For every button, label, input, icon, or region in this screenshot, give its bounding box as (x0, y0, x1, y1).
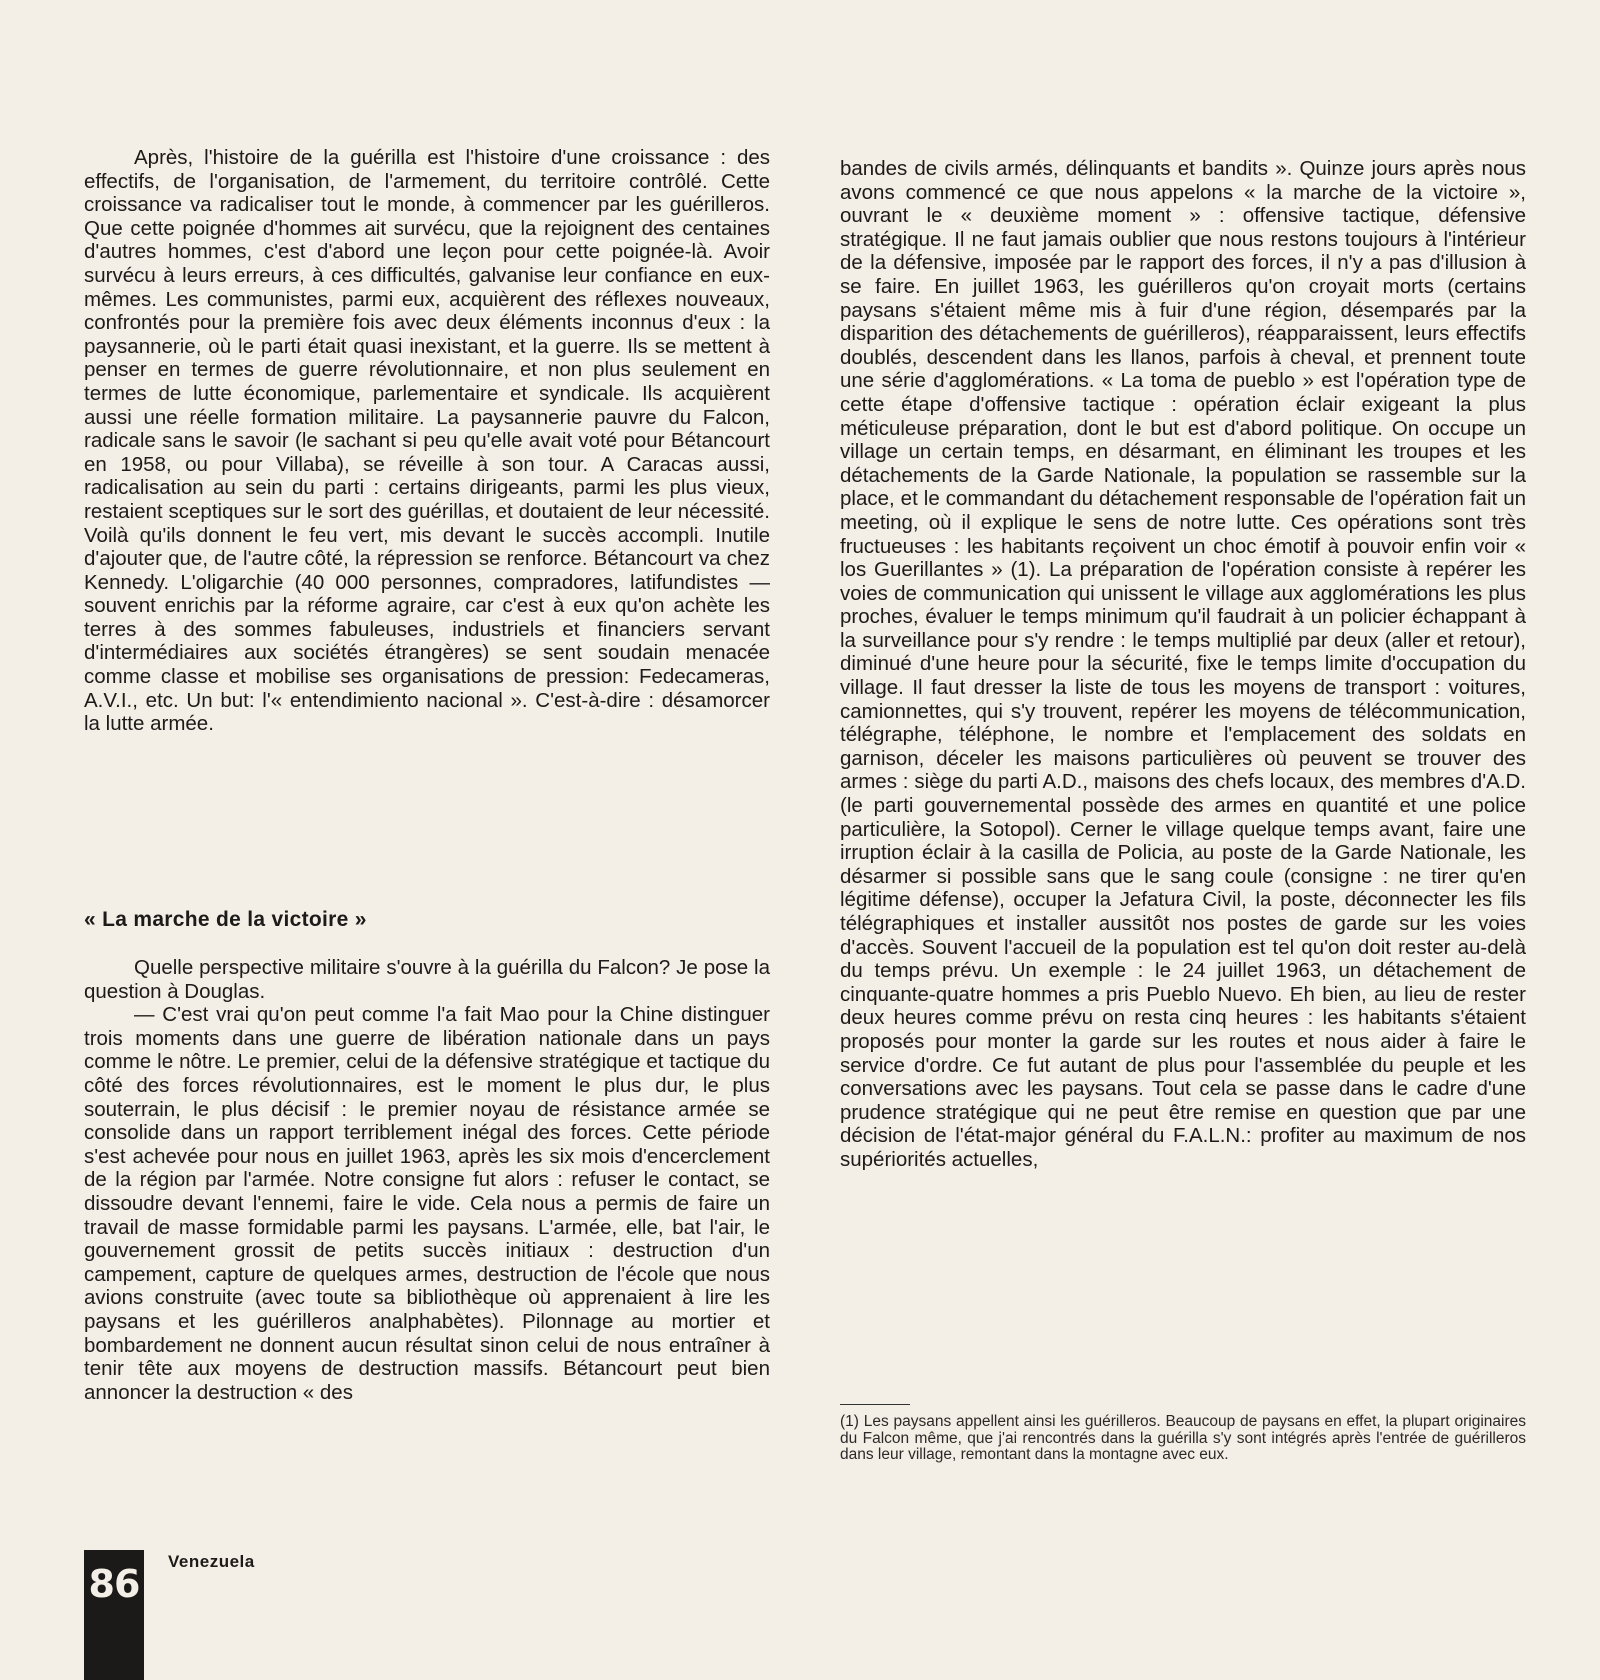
left-paragraph-3: — C'est vrai qu'on peut comme l'a fait Mao pour la Chine distinguer trois moments dans une guerre de libération nationale dans un pays comme le nôtre. Le premier, celui de la défensive stratégique et tactique du côté des forces révolutionnaires, est le moment le plus dur, le plus souterrain, le plus décisif : le premier noyau de résistance armée se consolide dans un rapport terriblement inégal des forces. Cette période s'est achevée pour nous en juillet 1963, après les six mois d'encerclement de la région par l'armée. Notre consigne fut alors : refuser le contact, se dissoudre devant l'ennemi, faire le vide. Cela nous a permis de faire un travail de masse formidable parmi les paysans. L'armée, elle, bat l'air, le gouvernement grossit de petits succès initiaux : destruction d'un campement, capture de quelques armes, destruction de l'école que nous avions construite (avec toute sa bibliothèque où apprenaient à lire les paysans et les guérilleros analphabètes). Pilonnage au mortier et bombardement ne donnent aucun résultat sinon celui de nous entraîner à tenir tête aux moyens de destruction massifs. Bétancourt peut bien annoncer la destruction « des (84, 1003, 770, 1404)
right-paragraph-1: bandes de civils armés, délinquants et bandits ». Quinze jours après nous avons commencé ce que nous appelons « la marche de la victoire », ouvrant le « deuxième moment » : offensive tactique, défensive stratégique. Il ne faut jamais oublier que nous restons toujours à l'intérieur de la défensive, imposée par le rapport des forces, il n'y a pas d'illusion à se faire. En juillet 1963, les guérilleros qu'on croyait morts (certains paysans s'étaient même mis à fuir d'une région, désemparés par la disparition des détachements de guérilleros), réapparaissent, leurs effectifs doublés, descendent dans les llanos, parfois à cheval, et prennent toute une série d'agglomérations. « La toma de pueblo » est l'opération type de cette étape d'offensive tactique : opération éclair exigeant la plus méticuleuse préparation, dont le but est d'abord politique. On occupe un village un certain temps, en désarmant, en éliminant les troupes et les détachements de la Garde Nationale, la population se rassemble sur la place, et le commandant du détachement responsable de l'opération fait un meeting, où il explique le sens de notre lutte. Ces opérations sont très fructueuses : les habitants reçoivent un choc émotif à pouvoir enfin voir « los Guerillantes » (1). La préparation de l'opération consiste à repérer les voies de communication qui unissent le village aux agglomérations les plus proches, évaluer le temps minimum qu'il faudrait à un policier échappant à la surveillance pour s'y rendre : le temps multiplié par deux (aller et retour), diminué d'une heure pour la sécurité, fixe le temps limite d'occupation du village. Il faut dresser la liste de tous les moyens de transport : voitures, camionnettes, qui s'y trouvent, repérer les moyens de télécommunication, télégraphe, téléphone, le nombre et l'emplacement des soldats en garnison, déceler les maisons particulières où peuvent se trouver des armes : siège du parti A.D., maisons des chefs locaux, des membres d'A.D. (le parti gouvernemental possède des armes en quantité et une police particulière, la Sotopol). Cerner le village quelque temps avant, faire une irruption éclair à la casilla de Policia, au poste de la Garde Nationale, les désarmer si possible sans que le sang coule (consigne : ne tirer qu'en légitime défense), occuper la Jefatura Civil, la poste, déconnecter les fils télégraphiques et installer aussitôt nos postes de garde sur les voies d'accès. Souvent l'accueil de la population est tel qu'on doit rester au-delà du temps prévu. Un exemple : le 24 juillet 1963, un détachement de cinquante-quatre hommes a pris Pueblo Nuevo. Eh bien, au lieu de rester deux heures comme prévu on resta cinq heures : les habitants s'étaient proposés pour monter la garde sur les routes et nous aider à faire le service d'ordre. Ce fut autant de plus pour l'assemblée du peuple et les conversations avec les paysans. Tout cela se passe dans le cadre d'une prudence stratégique qui ne peut être remise en question que par une décision de l'état-major général du F.A.L.N.: profiter au maximum de nos supériorités actuelles, (840, 157, 1526, 1171)
footnote-rule (840, 1404, 910, 1405)
running-title: Venezuela (168, 1552, 255, 1571)
left-column-top (84, 146, 770, 736)
footnote: (1) Les paysans appellent ainsi les guérilleros. Beaucoup de paysans en effet, la plupart originaires du Falcon même, que j'ai rencontrés dans la guérilla s'y sont intégrés après l'entrée de guérilleros dans leur village, remontant dans la montagne avec eux. (840, 1413, 1526, 1463)
left-paragraph-2: Quelle perspective militaire s'ouvre à la guérilla du Falcon? Je pose la question à Douglas. (84, 956, 770, 1003)
left-paragraph-1: Après, l'histoire de la guérilla est l'histoire d'une croissance : des effectifs, de l'organisation, de l'armement, du territoire contrôlé. Cette croissance va radicaliser tout le monde, à commencer par les guérilleros. Que cette poignée d'hommes ait survécu, que la rejoignent des centaines d'autres hommes, c'est d'abord une leçon pour cette poignée-là. Avoir survécu à leurs erreurs, à ces difficultés, galvanise leur confiance en eux-mêmes. Les communistes, parmi eux, acquièrent des réflexes nouveaux, confrontés pour la première fois avec deux éléments inconnus d'eux : la paysannerie, où le parti était quasi inexistant, et la guerre. Ils se mettent à penser en termes de guerre révolutionnaire, et non plus seulement en termes de lutte économique, parlementaire et syndicale. Ils acquièrent aussi une réelle formation militaire. La paysannerie pauvre du Falcon, radicale sans le savoir (le sachant si peu qu'elle avait voté pour Bétancourt en 1958, ou pour Villaba), se réveille à son tour. A Caracas aussi, radicalisation au sein du parti : certains dirigeants, parmi les plus vieux, restaient sceptiques sur le sort des guérillas, et doutaient de leur nécessité. Voilà qu'ils donnent le feu vert, mis devant le succès accompli. Inutile d'ajouter que, de l'autre côté, la répression se renforce. Bétancourt va chez Kennedy. L'oligarchie (40 000 personnes, compradores, latifundistes — souvent enrichis par la réforme agraire, car c'est à eux qu'on achète les terres à des sommes fabuleuses, industriels et financiers servant d'intermédiaires aux sociétés étrangères) se sent soudain menacée comme classe et mobilise ses organisations de pression: Fedecameras, A.V.I., etc. Un but: l'« entendimiento nacional ». C'est-à-dire : désamorcer la lutte armée. (84, 146, 770, 736)
left-column-bottom (84, 956, 770, 1404)
page-number: 86 (88, 1562, 140, 1606)
right-column (840, 157, 1526, 1172)
section-heading: « La marche de la victoire » (84, 908, 367, 931)
